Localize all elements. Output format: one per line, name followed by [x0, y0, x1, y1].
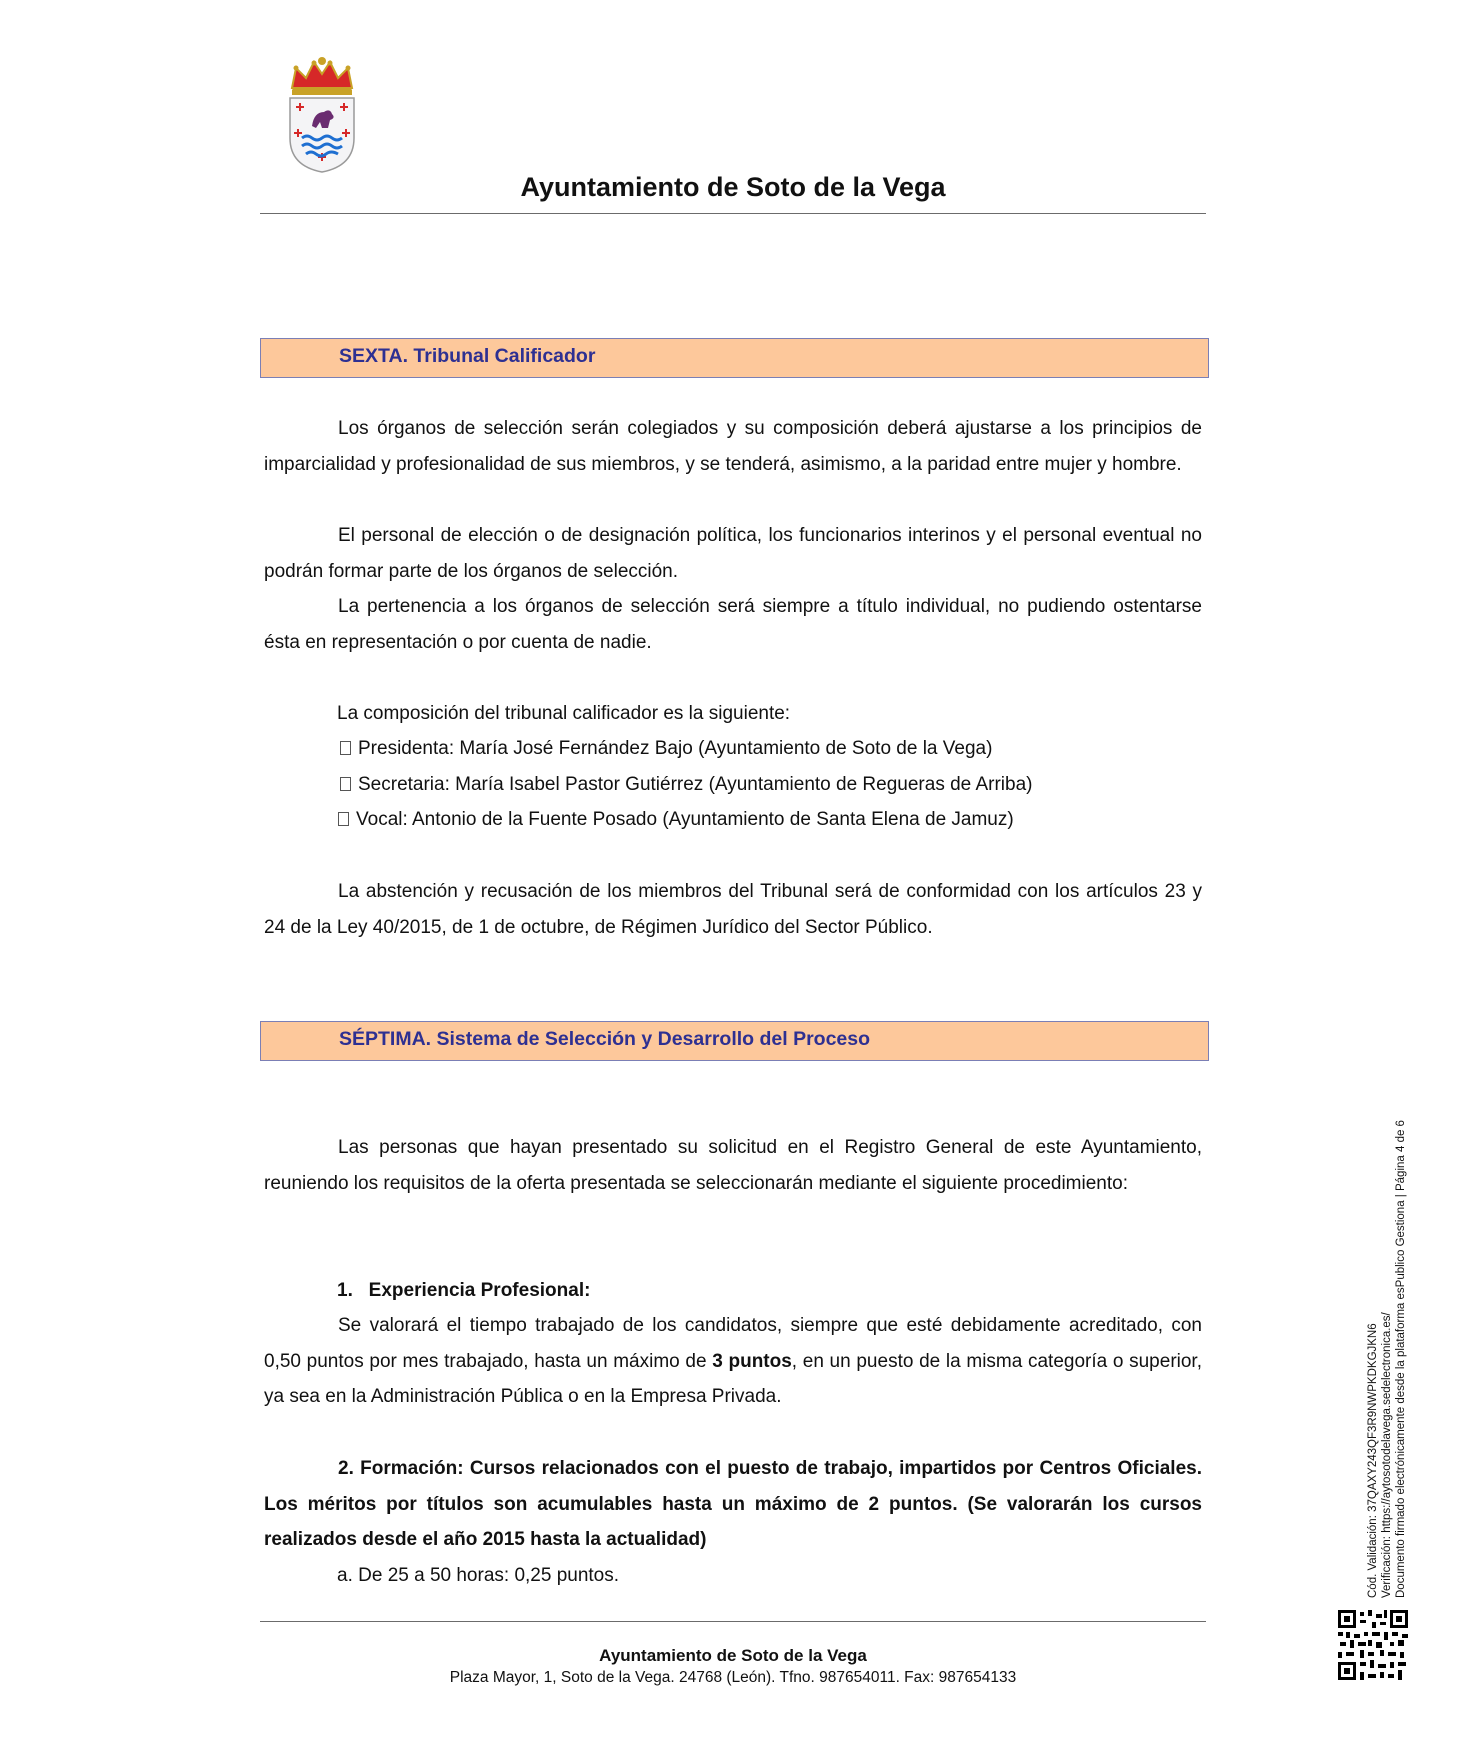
bullet-placeholder-icon	[340, 741, 351, 755]
signature-info-line: Documento firmado electrónicamente desde la plataforma esPublico Gestiona | Página 4 de 6	[1395, 1120, 1407, 1598]
footer-organization-name: Ayuntamiento de Soto de la Vega	[599, 1646, 867, 1665]
verification-url-line: Verificación: https://aytosotodelavega.sedelectronica.es/	[1381, 1312, 1393, 1598]
section-septima-heading-box	[260, 1021, 1209, 1061]
sexta-paragraph-3: La pertenencia a los órganos de selección será siempre a título individual, no pudiendo ostentarse ésta en representación o por cuenta de nadie.	[264, 596, 1202, 653]
bullet-placeholder-icon	[340, 777, 351, 791]
composition-intro: La composición del tribunal calificador es la siguiente:	[337, 703, 791, 724]
qr-code-icon	[1338, 1610, 1408, 1680]
item1-heading: 1. Experiencia Profesional:	[337, 1280, 591, 1301]
bullet-placeholder-icon	[338, 812, 349, 826]
header-divider	[260, 213, 1206, 214]
member-list-item: Presidenta: María José Fernández Bajo (Ayuntamiento de Soto de la Vega)	[340, 731, 992, 767]
footer-divider	[260, 1621, 1206, 1622]
validation-code-line: Cód. Validación: 37QAXY243QF3R9NWPKDKGJKN6	[1367, 1323, 1379, 1598]
member-list-item: Secretaria: María Isabel Pastor Gutiérrez (Ayuntamiento de Regueras de Arriba)	[340, 767, 1032, 803]
member-list-item: Vocal: Antonio de la Fuente Posado (Ayuntamiento de Santa Elena de Jamuz)	[338, 802, 1014, 838]
section-sexta-heading-box	[260, 338, 1209, 378]
section-septima-title: SÉPTIMA. Sistema de Selección y Desarrollo del Proceso	[339, 1028, 871, 1050]
section-sexta-title: SEXTA. Tribunal Calificador	[339, 345, 596, 367]
validation-side-text	[1366, 1120, 1408, 1598]
municipal-coat-of-arms-icon	[284, 56, 360, 176]
septima-intro-paragraph: Las personas que hayan presentado su solicitud en el Registro General de este Ayuntamiento, reuniendo los requisitos de la oferta presentada se seleccionarán mediante el siguiente procedimiento:	[264, 1137, 1202, 1194]
sexta-paragraph-4: La abstención y recusación de los miembros del Tribunal será de conformidad con los artículos 23 y 24 de la Ley 40/2015, de 1 de octubre, de Régimen Jurídico del Sector Público.	[264, 881, 1202, 938]
sexta-paragraph-1: Los órganos de selección serán colegiados y su composición deberá ajustarse a los principios de imparcialidad y profesionalidad de sus miembros, y se tenderá, asimismo, a la paridad entre mujer y hombre.	[264, 418, 1202, 475]
item1-paragraph: Se valorará el tiempo trabajado de los candidatos, siempre que esté debidamente acreditado, con 0,50 puntos por mes trabajado, hasta un máximo de 3 puntos, en un puesto de la misma categoría o superior, ya sea en la Administración Pública o en la Empresa Privada.	[264, 1315, 1202, 1408]
item2-heading-paragraph: 2. Formación: Cursos relacionados con el puesto de trabajo, impartidos por Centros Oficiales. Los méritos por títulos son acumulables hasta un máximo de 2 puntos. (Se valorarán los cursos realizados desde el año 2015 hasta la actualidad)	[264, 1458, 1202, 1551]
page-header-title: Ayuntamiento de Soto de la Vega	[520, 172, 946, 202]
footer-address: Plaza Mayor, 1, Soto de la Vega. 24768 (León). Tfno. 987654011. Fax: 987654133	[449, 1669, 1017, 1686]
item2-subitem-a: a. De 25 a 50 horas: 0,25 puntos.	[337, 1565, 620, 1586]
sexta-paragraph-2: El personal de elección o de designación política, los funcionarios interinos y el personal eventual no podrán formar parte de los órganos de selección.	[264, 525, 1202, 582]
